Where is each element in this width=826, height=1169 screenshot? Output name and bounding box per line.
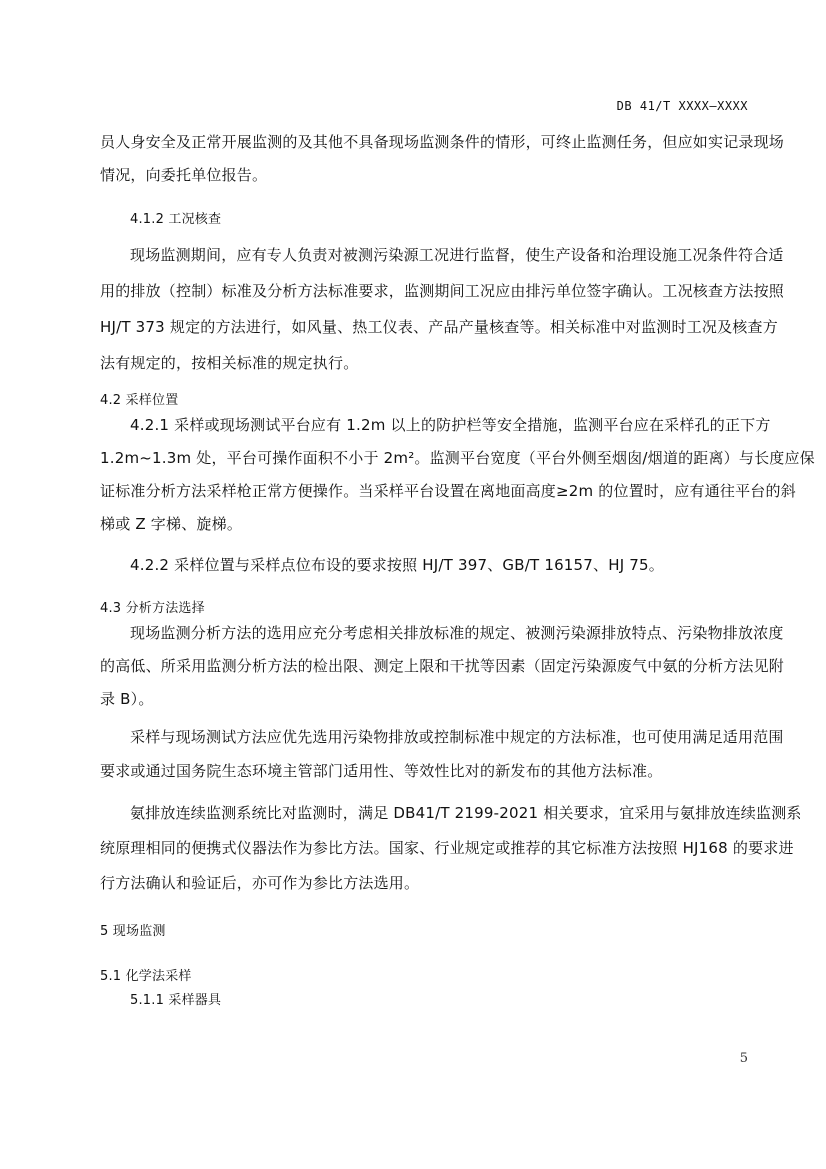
- paragraph-line: 的高低、所采用监测分析方法的检出限、测定上限和干扰等因素（固定污染源废气中氨的分析方法见附: [100, 657, 785, 675]
- section-heading-5: 5 现场监测: [100, 924, 166, 939]
- paragraph-line: 员人身安全及正常开展监测的及其他不具备现场监测条件的情形，可终止监测任务，但应如实记录现场: [100, 133, 785, 151]
- paragraph-line: 要求或通过国务院生态环境主管部门适用性、等效性比对的新发布的其他方法标准。: [100, 762, 663, 780]
- section-heading-4-2: 4.2 采样位置: [100, 393, 179, 408]
- paragraph-line: 证标准分析方法采样枪正常方便操作。当采样平台设置在离地面高度≥2m 的位置时，应有通往平台的斜: [100, 482, 796, 500]
- paragraph-line: 采样与现场测试方法应优先选用污染物排放或控制标准中规定的方法标准，也可使用满足适用范围: [130, 728, 784, 746]
- paragraph-line: 用的排放（控制）标准及分析方法标准要求，监测期间工况应由排污单位签字确认。工况核查方法按照: [100, 282, 785, 300]
- page-number: 5: [739, 1051, 748, 1066]
- paragraph-line: 现场监测分析方法的选用应充分考虑相关排放标准的规定、被测污染源排放特点、污染物排放浓度: [130, 624, 784, 642]
- paragraph-line: 现场监测期间，应有专人负责对被测污染源工况进行监督，使生产设备和治理设施工况条件符合适: [130, 246, 784, 264]
- section-heading-4-3: 4.3 分析方法选择: [100, 601, 205, 616]
- paragraph-line: 法有规定的，按相关标准的规定执行。: [100, 354, 359, 372]
- section-heading-5-1-1: 5.1.1 采样器具: [130, 993, 222, 1008]
- paragraph-line: HJ/T 373 规定的方法进行，如风量、热工仪表、产品产量核查等。相关标准中对监测时工况及核查方: [100, 318, 778, 336]
- paragraph-line: 统原理相同的便携式仪器法作为参比方法。国家、行业规定或推荐的其它标准方法按照 HJ168 的要求进: [100, 839, 794, 857]
- paragraph-line: 1.2m~1.3m 处，平台可操作面积不小于 2m²。监测平台宽度（平台外侧至烟囱/烟道的距离）与长度应保: [100, 449, 815, 467]
- paragraph-line: 梯或 Z 字梯、旋梯。: [100, 515, 243, 533]
- document-code-header: DB 41/T XXXX—XXXX: [616, 99, 748, 113]
- paragraph-line: 情况，向委托单位报告。: [100, 166, 268, 184]
- paragraph-line: 4.2.2 采样位置与采样点位布设的要求按照 HJ/T 397、GB/T 16157、HJ 75。: [130, 556, 664, 574]
- section-heading-4-1-2: 4.1.2 工况核查: [130, 212, 222, 227]
- paragraph-line: 氨排放连续监测系统比对监测时，满足 DB41/T 2199-2021 相关要求，宜采用与氨排放连续监测系: [130, 804, 802, 822]
- section-heading-5-1: 5.1 化学法采样: [100, 969, 192, 984]
- paragraph-line: 录 B）。: [100, 690, 154, 708]
- paragraph-line: 4.2.1 采样或现场测试平台应有 1.2m 以上的防护栏等安全措施，监测平台应在采样孔的正下方: [130, 416, 771, 434]
- paragraph-line: 行方法确认和验证后，亦可作为参比方法选用。: [100, 874, 420, 892]
